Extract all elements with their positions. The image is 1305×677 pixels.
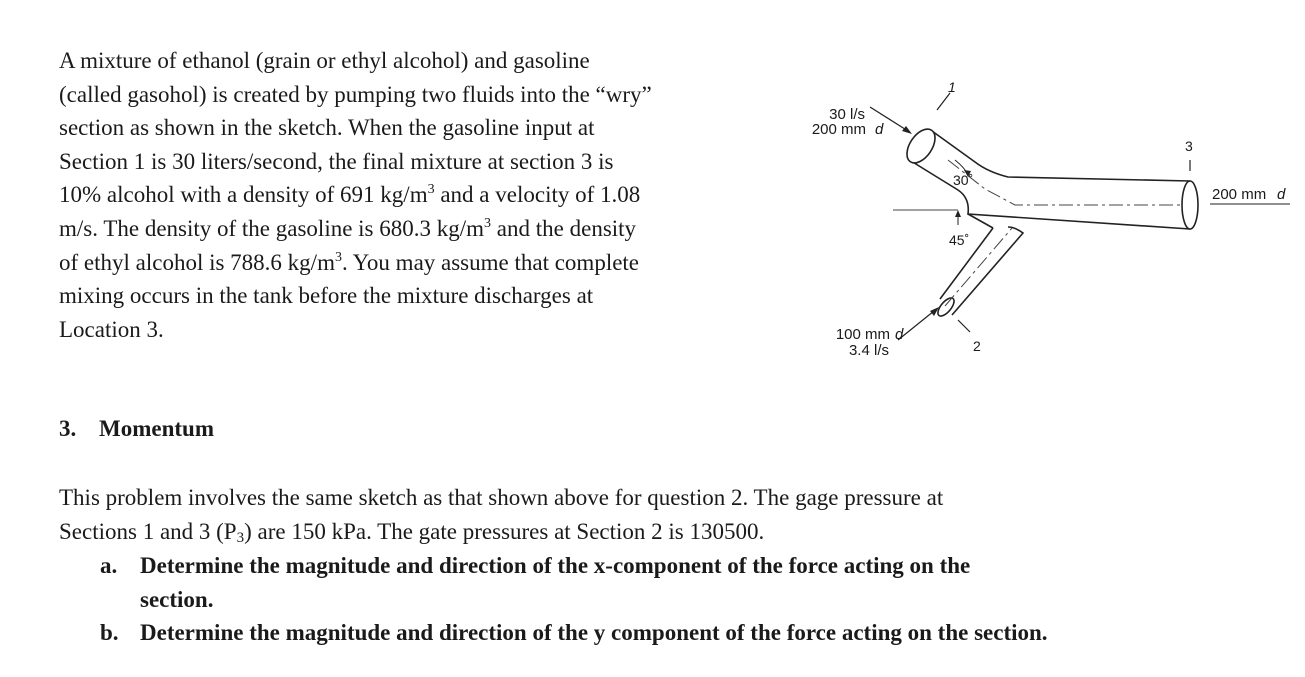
text-line: 10% alcohol with a density of 691 $kg/m^3$ and a velocity of 1.08 (59, 182, 641, 208)
inlet-1-d-label: d (875, 121, 884, 138)
branch-2-diameter-label: 100 mm (835, 326, 890, 343)
branch-2-flow-label: 3.4 l/s (848, 342, 889, 359)
branch-2-end (935, 295, 957, 318)
problem-3-text (59, 481, 943, 548)
question-text-continued: section. (140, 586, 214, 612)
section-1-label: 1 (948, 79, 956, 95)
text-line: Sections 1 and 3 $(P_3)$ are 150 kPa. The gate pressures at Section 2 is 130500. (59, 518, 765, 546)
problem-3-heading (59, 416, 214, 442)
subscript: 3 (236, 529, 245, 546)
inlet-1-diameter-label: 200 mm (811, 121, 866, 138)
section-2-label: 2 (973, 338, 981, 354)
problem-title: Momentum (99, 416, 214, 441)
angle-45-label: 45˚ (949, 232, 970, 248)
section-3-label: 3 (1185, 138, 1193, 154)
superscript: 3 (427, 182, 435, 198)
problem-number: 3. (59, 416, 77, 441)
outlet-3-diameter-label: 200 mm (1212, 186, 1267, 203)
text-line: m/s. The density of the gasoline is 680.3 $kg/m^3$ and the density (59, 215, 637, 241)
text-line: Location 3. (59, 316, 164, 342)
problem-2-text (59, 44, 779, 346)
superscript: 3 (484, 215, 492, 231)
outlet-3-d-label: d (1277, 186, 1286, 203)
text-line: (called gasohol) is created by pumping two fluids into the “wry” (59, 81, 652, 107)
question-text: Determine the magnitude and direction of the y component of the force acting on the section. (140, 620, 1048, 646)
wye-section-diagram (790, 78, 1300, 368)
question-list (100, 549, 1048, 650)
question-label: b. (100, 620, 119, 646)
text-line: This problem involves the same sketch as that shown above for question 2. The gage pressure at (59, 485, 944, 510)
superscript: 3 (334, 249, 342, 265)
text-line: mixing occurs in the tank before the mixture discharges at (59, 283, 594, 309)
text-line: Section 1 is 30 liters/second, the final mixture at section 3 is (59, 148, 614, 174)
question-text: Determine the magnitude and direction of the x-component of the force acting on the (140, 553, 971, 578)
branch-2-d-label: d (895, 326, 904, 343)
outlet-3-end (1182, 181, 1198, 229)
question-item (100, 616, 1048, 650)
text-line: A mixture of ethanol (grain or ethyl alcohol) and gasoline (59, 48, 590, 73)
inlet-1-flow-label: 30 l/s (829, 106, 865, 123)
question-item (100, 549, 1048, 616)
text-line: section as shown in the sketch. When the gasoline input at (59, 115, 595, 141)
angle-30-label: 30˚ (953, 172, 974, 188)
text-line: of ethyl alcohol is 788.6 $kg/m^3$. You may assume that complete (59, 249, 640, 275)
question-label: a. (100, 553, 118, 578)
